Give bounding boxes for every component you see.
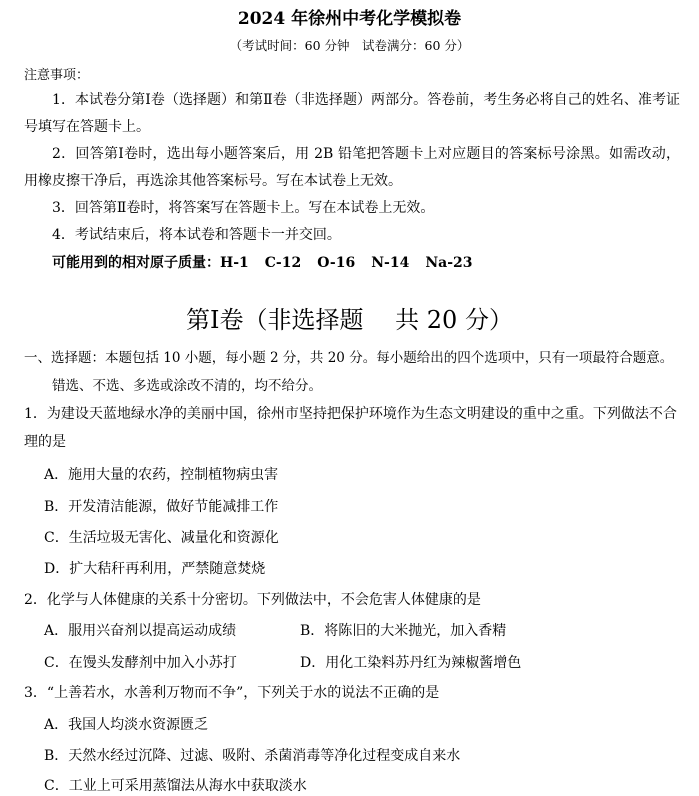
question-stem: 3．“上善若水，水善利万物而不争”，下列关于水的说法不正确的是 bbox=[24, 685, 440, 701]
question-option: A．施用大量的农药，控制植物病虫害 bbox=[44, 467, 279, 483]
atomic-masses-label: 可能用到的相对原子质量： bbox=[52, 255, 220, 271]
question-option: C．在馒头发酵剂中加入小苏打 bbox=[44, 655, 237, 671]
question-option: D．扩大秸秆再利用，严禁随意焚烧 bbox=[44, 561, 266, 577]
atomic-mass: Na-23 bbox=[425, 255, 473, 271]
section-intro-line: 一、选择题：本题包括 10 小题，每小题 2 分，共 20 分。每小题给出的四个选项中，只有一项最符合题意。 bbox=[24, 350, 674, 366]
notice-item: 4．考试结束后，将本试卷和答题卡一并交回。 bbox=[52, 227, 341, 243]
question-option: C．工业上可采用蒸馏法从海水中获取淡水 bbox=[44, 778, 307, 794]
notice-item: 1．本试卷分第Ⅰ卷（选择题）和第Ⅱ卷（非选择题）两部分。答卷前，考生务必将自己的姓名、准考证号填写在答题卡上。 bbox=[24, 92, 680, 135]
atomic-mass: N-14 bbox=[371, 255, 410, 271]
atomic-mass: C-12 bbox=[264, 255, 302, 271]
question-stem: 2．化学与人体健康的关系十分密切。下列做法中，不会危害人体健康的是 bbox=[24, 592, 481, 608]
section-intro bbox=[24, 344, 684, 400]
question-option: B．开发清洁能源，做好节能减排工作 bbox=[44, 499, 279, 515]
atomic-mass: H-1 bbox=[220, 255, 249, 271]
question-stem: 1．为建设天蓝地绿水净的美丽中国，徐州市坚持把保护环境作为生态文明建设的重中之重。下列做法不合理的是 bbox=[24, 406, 677, 450]
question-option: C．生活垃圾无害化、减量化和资源化 bbox=[44, 530, 279, 546]
question-option: D．用化工染料苏丹红为辣椒酱增色 bbox=[300, 655, 522, 671]
question-option: B．天然水经过沉降、过滤、吸附、杀菌消毒等净化过程变成自来水 bbox=[44, 748, 461, 764]
notice-item: 3．回答第Ⅱ卷时，将答案写在答题卡上。写在本试卷上无效。 bbox=[52, 200, 435, 216]
section-title: 第Ⅰ卷（非选择题 共 20 分） bbox=[186, 306, 513, 334]
notice-heading: 注意事项： bbox=[24, 68, 90, 83]
exam-subtitle: （考试时间：60 分钟 试卷满分：60 分） bbox=[229, 38, 470, 53]
section-intro-line: 错选、不选、多选或涂改不清的，均不给分。 bbox=[52, 378, 322, 394]
question-option: A．我国人均淡水资源匮乏 bbox=[44, 717, 209, 733]
exam-title: 2024 年徐州中考化学模拟卷 bbox=[237, 9, 462, 29]
notice-item: 2．回答第Ⅰ卷时，选出每小题答案后，用 2B 铅笔把答题卡上对应题目的答案标号涂黑。如需改动，用橡皮擦干净后，再选涂其他答案标号。写在本试卷上无效。 bbox=[24, 146, 680, 189]
question-option: B．将陈旧的大米抛光，加入香精 bbox=[300, 623, 507, 639]
question-option: A．服用兴奋剂以提高运动成绩 bbox=[44, 623, 237, 639]
atomic-masses bbox=[52, 252, 473, 272]
atomic-mass: O-16 bbox=[317, 255, 356, 271]
